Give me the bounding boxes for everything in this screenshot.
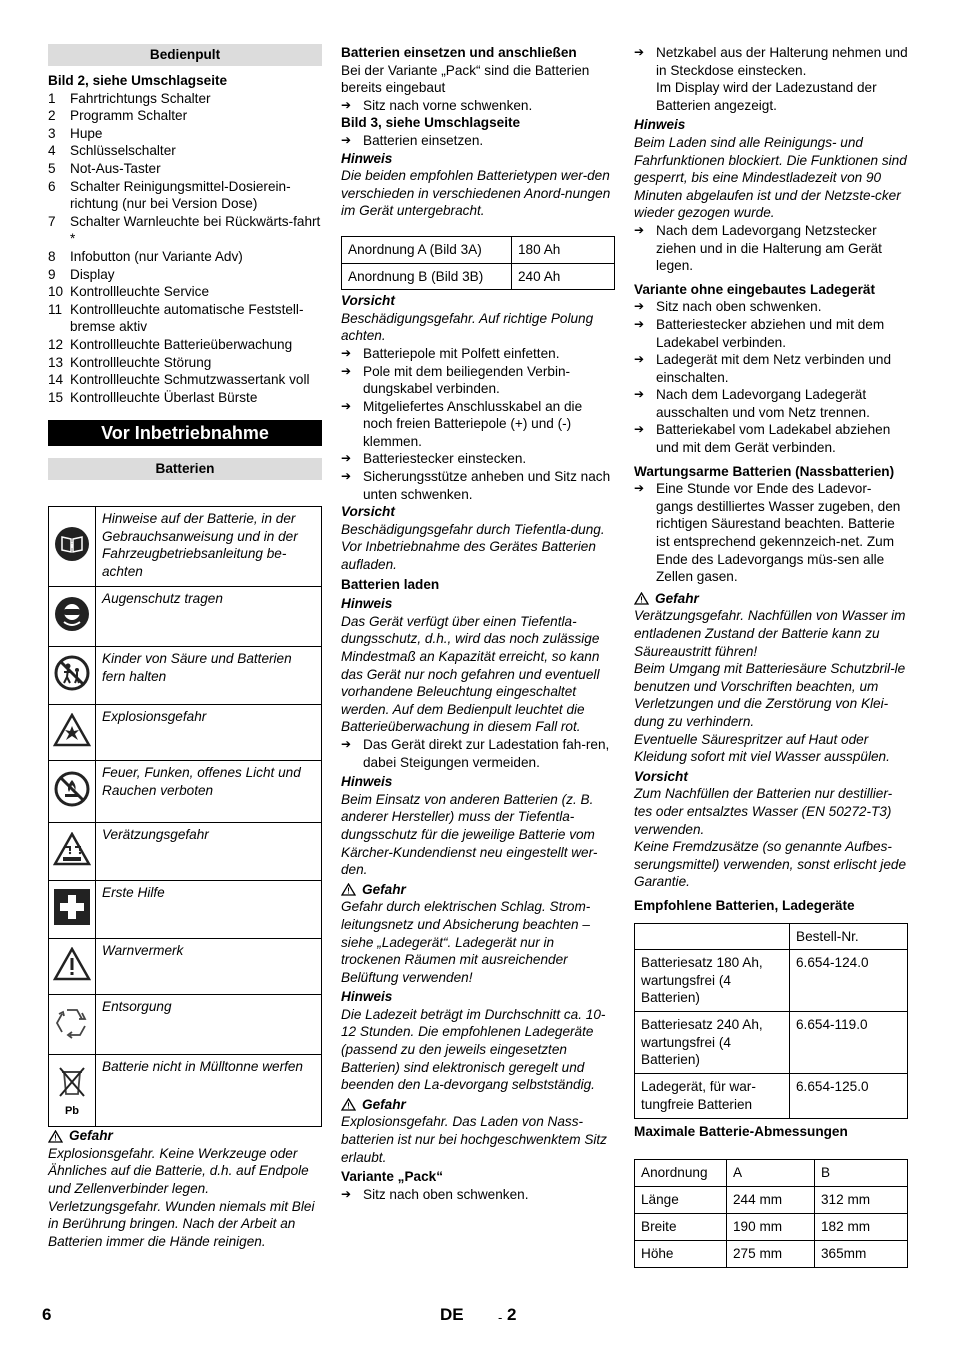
list-item: 15 Kontrollleuchte Überlast Bürste: [48, 389, 258, 405]
instruction-step: ➔ Ladegerät mit dem Netz verbinden und einschalten.: [634, 352, 892, 385]
table-row: [49, 705, 322, 761]
section-bar-bedienpult: Bedienpult: [48, 44, 322, 66]
figure-reference: Bild 2, siehe Umschlagseite: [48, 73, 228, 88]
table-row: Anordnung B (Bild 3B) 240 Ah: [342, 263, 615, 290]
note-text: Die Ladezeit beträgt im Durchschnitt ca. 10-12 Stunden. Die empfohlenen Ladegeräte (passend zu den jeweils eingesetzten Batterien) sind elektronisch geregelt und beenden den La-devorgang selbstständig.: [341, 1006, 606, 1093]
no-bin-icon: [49, 1055, 96, 1127]
recommended-batteries-table: [634, 923, 908, 1120]
arrow-right-icon: ➔: [341, 1186, 352, 1201]
note-text: Das Gerät verfügt über einen Tiefentla-dungsschutz, d.h., wird das noch zulässige Mindestmaß an Kapazität erreicht, so kann das Gerät nur noch gefahren und eventuell vorhandene Beleuchtung eingeschaltet werden. Auf dem Bedienpult leuchtet die Batterieüberwachung in diesem Fall rot.: [341, 613, 600, 735]
arrow-right-icon: ➔: [634, 352, 645, 367]
table-row: [49, 1055, 322, 1127]
language-code: DE: [440, 1305, 464, 1324]
table-row: [49, 647, 322, 705]
list-item: 2 Programm Schalter: [48, 108, 188, 124]
danger-heading: Gefahr: [341, 881, 615, 899]
note-text: Beim Laden sind alle Reinigungs- und Fahrfunktionen blockiert. Die Funktionen sind gesperrt, bis eine Mindestladezeit von 90 Minuten abgelaufen ist und der Netzste-cker wieder gezogen wurde.: [634, 134, 907, 221]
caution-text: Beschädigungsgefahr durch Tiefentla-dung. Vor Inbetriebnahme des Gerätes Batterien aufladen.: [341, 521, 605, 573]
max-dimensions-table: [634, 1159, 908, 1268]
no-children-icon: [49, 647, 96, 705]
note-text: Beim Einsatz von anderen Batterien (z. B. anderer Hersteller) muss der Tiefentla-dungsschutz für die jeweilige Batterie vom Kärcher-Kundendienst neu eingestellt wer-den.: [341, 791, 598, 878]
table-row: [49, 995, 322, 1055]
explosion-icon: [49, 705, 96, 761]
warning-triangle-icon: [341, 1098, 356, 1111]
footer-separator: -: [498, 1310, 503, 1325]
symbol-text: Entsorgung: [96, 995, 322, 1055]
table-row: [49, 881, 322, 939]
table-row: Länge 244 mm 312 mm: [635, 1186, 908, 1213]
symbol-text: Augenschutz tragen: [96, 587, 322, 647]
note-heading: Hinweis: [341, 596, 393, 612]
arrow-right-icon: ➔: [341, 345, 352, 360]
arrow-right-icon: ➔: [634, 387, 645, 402]
note-heading: Hinweis: [341, 150, 393, 166]
arrow-right-icon: ➔: [341, 132, 352, 147]
list-item: 11 Kontrollleuchte automatische Feststell-bremse aktiv: [48, 301, 304, 335]
danger-text: Eventuelle Säurespritzer auf Haut oder Kleidung sofort mit viel Wasser ausspülen.: [634, 731, 890, 765]
caution-heading: Vorsicht: [634, 768, 688, 784]
danger-text: Verätzungsgefahr. Nachfüllen von Wasser im entladenen Zustand der Batterie kann zu Säureaustritt führen!: [634, 608, 906, 659]
heading-einsetzen: Batterien einsetzen und anschließen: [341, 45, 577, 60]
instruction-step: ➔ Sitz nach vorne schwenken.: [341, 97, 533, 113]
arrow-right-icon: ➔: [341, 363, 352, 378]
arrow-right-icon: ➔: [634, 316, 645, 331]
goggles-icon: [49, 587, 96, 647]
table-row: Batteriesatz 240 Ah, wartungsfrei (4 Batterien) 6.654-119.0: [635, 1012, 908, 1074]
recycling-icon: [49, 995, 96, 1055]
instruction-step: ➔ Mitgeliefertes Anschlusskabel an die noch freien Batteriepole (+) und (-) klemmen.: [341, 398, 583, 449]
sub-page-number: 2: [507, 1305, 517, 1324]
danger-text: Explosionsgefahr. Das Laden von Nass-batterien ist nur bei hochgeschwenktem Sitz erlaubt.: [341, 1114, 607, 1165]
list-item: 10 Kontrollleuchte Service: [48, 284, 210, 300]
column-2: [341, 44, 615, 1203]
arrow-right-icon: ➔: [341, 736, 352, 751]
warning-triangle-icon: [341, 883, 356, 896]
svg-text:i: i: [70, 541, 74, 551]
heading-empfohlene: Empfohlene Batterien, Ladegeräte: [634, 897, 855, 913]
danger-text: Explosionsgefahr. Keine Werkzeuge oder Ähnliches auf die Batterie, d.h. auf Endpole und Zellenverbinder legen. Verletzungsgefahr. Wunden niemals mit Blei in Berührung bringen. Nach der Arbeit an Batterien immer die Hände reinigen.: [48, 1145, 315, 1249]
note-heading: Hinweis: [341, 774, 393, 790]
symbol-text: Warnvermerk: [96, 939, 322, 995]
table-row: Höhe 275 mm 365mm: [635, 1240, 908, 1267]
danger-text: Beim Umgang mit Batteriesäure Schutzbril-le benutzen und Vorschriften beachten, um Verletzungen und die Zerstörung von Klei-dung zu verhindern.: [634, 661, 906, 729]
table-header-row: Bestell-Nr.: [635, 923, 908, 950]
paragraph-display: Im Display wird der Ladezustand der Batterien angezeigt.: [656, 80, 877, 113]
instruction-step: ➔ Batteriestecker abziehen und mit dem Ladekabel verbinden.: [634, 316, 885, 350]
list-item: 4 Schlüsselschalter: [48, 143, 176, 159]
symbol-text: Erste Hilfe: [96, 881, 322, 939]
caution-text: Zum Nachfüllen der Batterien nur destillier-tes oder entsalztes Wasser (EN 50272-T3) verwenden.: [634, 786, 893, 837]
symbol-text: Explosionsgefahr: [96, 705, 322, 761]
heading-max-abmessungen: Maximale Batterie-Abmessungen: [634, 1124, 848, 1140]
heading-laden: Batterien laden: [341, 576, 440, 592]
section-bar-batterien: Batterien: [48, 458, 322, 480]
caution-heading: Vorsicht: [341, 504, 395, 520]
table-header-row: Anordnung A B: [635, 1159, 908, 1186]
page-number: 6: [42, 1305, 52, 1324]
instruction-step: ➔ Eine Stunde vor Ende des Ladevor-gangs destilliertes Wasser zugeben, den richtigen Säurestand beachten. Batterie ist entsprechend gekennzeich-net. Zum Ende des Ladevorgangs müs-sen alle Zellen gasen.: [634, 481, 901, 585]
figure-reference: Bild 3, siehe Umschlagseite: [341, 115, 521, 131]
table-row: [49, 761, 322, 823]
instruction-step: ➔ Nach dem Ladevorgang Ladegerät ausschalten und vom Netz trennen.: [634, 387, 870, 420]
list-item: 7 Schalter Warnleuchte bei Rückwärts-fahrt *: [48, 213, 321, 247]
table-row: Batteriesatz 180 Ah, wartungsfrei (4 Batterien) 6.654-124.0: [635, 950, 908, 1012]
table-row: Ladegerät, für war-tungfreie Batterien 6.654-125.0: [635, 1074, 908, 1119]
arrow-right-icon: ➔: [341, 451, 352, 466]
lead-symbol-label: Pb: [64, 1105, 80, 1118]
first-aid-icon: [49, 881, 96, 939]
note-text: Die beiden empfohlen Batterietypen wer-den verschieden in verschiedenen Anord-nungen im Gerät untergebracht.: [341, 168, 611, 219]
instruction-step: ➔ Batteriestecker einstecken.: [341, 451, 527, 467]
heading-ohne-ladegeraet: Variante ohne eingebautes Ladegerät: [634, 281, 875, 297]
list-item: 12 Kontrollleuchte Batterieüberwachung: [48, 336, 293, 352]
arrow-right-icon: ➔: [634, 481, 645, 496]
instruction-step: ➔ Nach dem Ladevorgang Netzstecker ziehen und in die Halterung am Gerät legen.: [634, 222, 882, 274]
danger-text: Gefahr durch elektrischen Schlag. Strom-leitungsnetz und Absicherung beachten – siehe „Ladegerät“. Ladegerät nur in trockenen Räumen mit ausreichender Belüftung verwenden!: [341, 899, 591, 985]
instruction-step: ➔ Sitz nach oben schwenken.: [341, 1186, 529, 1202]
list-item: 13 Kontrollleuchte Störung: [48, 354, 212, 370]
column-3: [634, 44, 908, 1268]
list-item: 8 Infobutton (nur Variante Adv): [48, 248, 243, 264]
table-row: Breite 190 mm 182 mm: [635, 1213, 908, 1240]
instruction-step: ➔ Netzkabel aus der Halterung nehmen und in Steckdose einstecken.: [634, 45, 908, 78]
arrow-right-icon: ➔: [634, 45, 645, 59]
arrangement-table: [341, 236, 615, 290]
corrosion-icon: [49, 823, 96, 881]
paragraph-pack: Bei der Variante „Pack“ sind die Batterien bereits eingebaut: [341, 62, 590, 96]
table-row: Anordnung A (Bild 3A) 180 Ah: [342, 236, 615, 263]
instruction-step: ➔ Sitz nach oben schwenken.: [634, 299, 822, 315]
instruction-step: ➔ Batteriepole mit Polfett einfetten.: [341, 345, 560, 361]
table-row: [49, 823, 322, 881]
caution-text: Beschädigungsgefahr. Auf richtige Polung achten.: [341, 310, 594, 344]
list-item: 14 Kontrollleuchte Schmutzwassertank voll: [48, 372, 310, 388]
caution-text: Keine Fremdzusätze (so genannte Aufbes-serungsmittel) verwenden, sonst erlischt jede Garantie.: [634, 839, 907, 890]
table-row: [49, 507, 322, 587]
arrow-right-icon: ➔: [341, 398, 352, 413]
instruction-step: ➔ Pole mit dem beiliegenden Verbin-dungskabel verbinden.: [341, 363, 571, 397]
danger-heading: Gefahr: [48, 1127, 322, 1145]
arrow-right-icon: ➔: [634, 299, 645, 314]
instruction-step: ➔ Batteriekabel vom Ladekabel abziehen und mit dem Gerät verbinden.: [634, 422, 891, 456]
arrow-right-icon: ➔: [341, 97, 352, 112]
danger-heading: Gefahr: [634, 590, 908, 608]
table-row: [49, 939, 322, 995]
symbol-text: Kinder von Säure und Batterien fern halten: [96, 647, 322, 705]
list-item: 5 Not-Aus-Taster: [48, 160, 161, 176]
no-fire-icon: [49, 761, 96, 823]
manual-icon: [49, 507, 96, 587]
instruction-step: ➔ Das Gerät direkt zur Ladestation fah-ren, dabei Steigungen vermeiden.: [341, 736, 610, 770]
note-heading: Hinweis: [341, 989, 393, 1005]
caution-heading: Vorsicht: [341, 293, 395, 309]
warning-triangle-icon: [634, 592, 649, 605]
note-heading: Hinweis: [634, 117, 686, 133]
warning-icon: [49, 939, 96, 995]
heading-wartungsarm: Wartungsarme Batterien (Nassbatterien): [634, 463, 895, 479]
instruction-step: ➔ Sicherungsstütze anheben und Sitz nach unten schwenken.: [341, 469, 611, 502]
warning-triangle-icon: [48, 1130, 63, 1143]
instruction-step: ➔ Batterien einsetzen.: [341, 132, 484, 148]
list-item: 9 Display: [48, 266, 115, 282]
control-panel-list: [48, 90, 322, 407]
table-row: [49, 587, 322, 647]
list-item: 6 Schalter Reinigungsmittel-Dosierein-richtung (nur bei Version Dose): [48, 178, 291, 212]
symbol-text: Hinweise auf der Batterie, in der Gebrauchsanweisung und in der Fahrzeugbetriebsanleitung be-achten: [96, 507, 322, 587]
arrow-right-icon: ➔: [634, 222, 645, 237]
symbol-text: Batterie nicht in Mülltonne werfen: [96, 1055, 322, 1127]
list-item: 1 Fahrtrichtungs Schalter: [48, 90, 211, 106]
heading-pack: Variante „Pack“: [341, 1169, 444, 1185]
symbol-text: Feuer, Funken, offenes Licht und Rauchen verboten: [96, 761, 322, 823]
battery-symbols-table: [48, 506, 322, 1127]
arrow-right-icon: ➔: [341, 469, 352, 484]
list-item: 3 Hupe: [48, 125, 103, 141]
section-title: Vor Inbetriebnahme: [48, 420, 322, 446]
column-1: [48, 44, 322, 1250]
danger-heading: Gefahr: [341, 1096, 615, 1114]
arrow-right-icon: ➔: [634, 422, 645, 437]
symbol-text: Verätzungsgefahr: [96, 823, 322, 881]
